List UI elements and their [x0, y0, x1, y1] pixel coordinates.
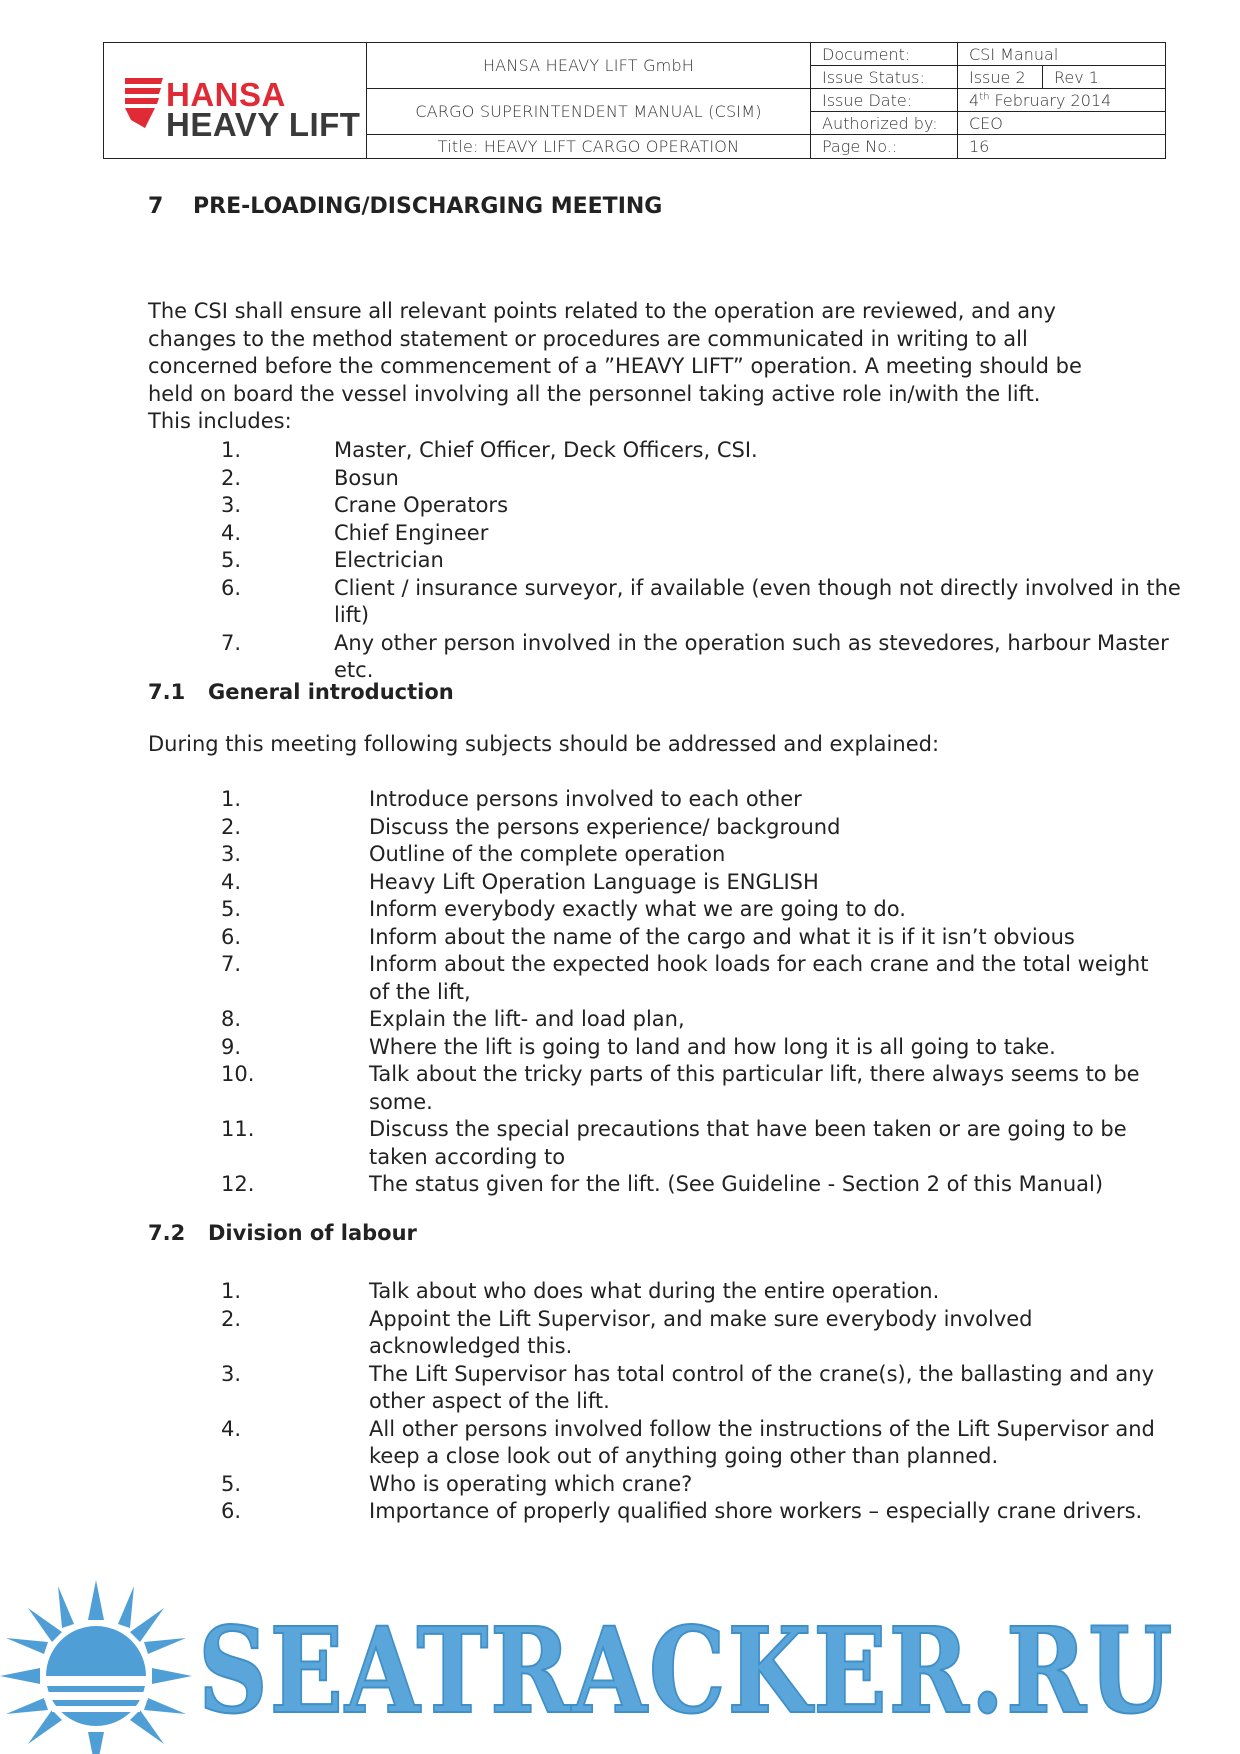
list-item	[221, 869, 1161, 897]
list-item	[221, 520, 1181, 548]
logo-mark-icon	[125, 76, 165, 128]
issue-date-value	[958, 89, 1166, 112]
list-item	[221, 465, 1181, 493]
list-item-number: 1.	[221, 438, 242, 462]
list-item-text: Where the lift is going to land and how long it is all going to take.	[369, 1034, 1056, 1059]
list-item-number: 3.	[221, 1361, 242, 1386]
list-item-text: Appoint the Lift Supervisor, and make sure everybody involved acknowledged this.	[369, 1306, 1033, 1358]
issue-date-suffix: th	[979, 91, 990, 103]
list-item-text: Inform about the expected hook loads for each crane and the total weight of the lift,	[369, 952, 1149, 1004]
list-item	[221, 575, 1181, 630]
document-title: Title: HEAVY LIFT CARGO OPERATION	[367, 135, 811, 159]
manual-name: CARGO SUPERINTENDENT MANUAL (CSIM)	[367, 89, 811, 135]
issue-status-label: Issue Status:	[811, 66, 958, 89]
list-item	[221, 1416, 1161, 1471]
watermark-text: SEATRACKER.RU	[198, 1601, 1174, 1740]
issue-date-day: 4	[969, 90, 980, 110]
section-title: Division of labour	[208, 1221, 417, 1245]
list-item-number: 3.	[221, 842, 242, 866]
list-item-number: 6.	[221, 575, 242, 600]
list-item-number: 10.	[221, 1062, 255, 1086]
document-value: CSI Manual	[958, 43, 1166, 66]
list-item	[221, 1361, 1161, 1416]
authorized-label: Authorized by:	[811, 112, 958, 135]
list-item-text: Discuss the persons experience/ background	[369, 814, 841, 839]
list-item-number: 2.	[221, 1306, 242, 1331]
logo-text-heavy-lift: HEAVY LIFT	[166, 105, 361, 143]
list-item-text: Introduce persons involved to each other	[369, 787, 802, 811]
list-item	[221, 1171, 1161, 1199]
list-item	[221, 630, 1181, 685]
company-logo	[104, 46, 366, 156]
section-number: 7.2	[148, 1221, 186, 1245]
page-value: 16	[958, 135, 1166, 159]
logo-text-hansa: HANSA	[166, 75, 286, 113]
list-item-number: 4.	[221, 1416, 242, 1441]
list-item-number: 4.	[221, 869, 242, 894]
list-item	[221, 1471, 1161, 1499]
list-item-number: 9.	[221, 1034, 242, 1059]
section-7-1-heading	[148, 680, 1108, 704]
list-item	[221, 841, 1161, 869]
list-item	[221, 1116, 1161, 1171]
section-7-heading	[148, 194, 1108, 219]
list-item	[221, 547, 1181, 575]
list-item-text: All other persons involved follow the instructions of the Lift Supervisor and keep a close look out of anything going other than planned.	[369, 1416, 1155, 1468]
list-item-number: 7.	[221, 630, 242, 655]
list-item	[221, 1498, 1161, 1526]
list-item-number: 2.	[221, 465, 242, 490]
list-item	[221, 1306, 1161, 1361]
list-item-number: 4.	[221, 520, 242, 545]
list-item-text: Importance of properly qualified shore workers – especially crane drivers.	[369, 1499, 1143, 1523]
sun-logo-icon	[0, 1580, 200, 1754]
list-item-text: Explain the lift- and load plan,	[369, 1007, 685, 1031]
list-item-number: 5.	[221, 548, 242, 572]
section-7-list	[221, 437, 1181, 685]
list-item	[221, 951, 1161, 1006]
logo-cell	[104, 43, 367, 159]
list-item	[221, 896, 1161, 924]
list-item-number: 3.	[221, 493, 242, 517]
list-item	[221, 1034, 1161, 1062]
list-item	[221, 814, 1161, 842]
issue-date-rest: February 2014	[989, 90, 1112, 110]
list-item-text: Master, Chief Officer, Deck Officers, CSI.	[334, 438, 758, 462]
list-item-number: 2.	[221, 814, 242, 839]
list-item-number: 6.	[221, 924, 242, 949]
list-item-text: Talk about who does what during the entire operation.	[369, 1279, 940, 1303]
list-item-number: 1.	[221, 1279, 242, 1303]
list-item-number: 12.	[221, 1172, 255, 1196]
issue-date-label: Issue Date:	[811, 89, 958, 112]
list-item	[221, 924, 1161, 952]
list-item	[221, 1278, 1161, 1306]
list-item-text: Client / insurance surveyor, if available (even though not directly involved in the lift)	[334, 575, 1181, 627]
section-7-1-list	[221, 786, 1161, 1199]
authorized-value: CEO	[958, 112, 1166, 135]
list-item-text: The Lift Supervisor has total control of the crane(s), the ballasting and any other aspect of the lift.	[369, 1361, 1155, 1413]
section-title: PRE-LOADING/DISCHARGING MEETING	[193, 194, 663, 219]
list-item-text: Inform about the name of the cargo and what it is if it isn’t obvious	[369, 924, 1075, 949]
list-item-text: Chief Engineer	[334, 520, 489, 545]
list-item-number: 1.	[221, 787, 242, 811]
list-item	[221, 1061, 1161, 1116]
list-item-number: 11.	[221, 1117, 255, 1141]
list-item-text: Any other person involved in the operation such as stevedores, harbour Master etc.	[334, 630, 1169, 682]
list-item	[221, 1006, 1161, 1034]
section-number: 7	[148, 194, 164, 219]
issue-value: Issue 2	[958, 66, 1043, 89]
company-name: HANSA HEAVY LIFT GmbH	[367, 43, 811, 89]
list-item-text: Heavy Lift Operation Language is ENGLISH	[369, 869, 819, 894]
section-7-2-heading	[148, 1221, 1108, 1245]
list-item	[221, 492, 1181, 520]
list-item-text: The status given for the lift. (See Guideline - Section 2 of this Manual)	[369, 1172, 1104, 1196]
list-item-number: 7.	[221, 952, 242, 976]
list-item-text: Discuss the special precautions that have been taken or are going to be taken according to	[369, 1117, 1127, 1169]
rev-value: Rev 1	[1043, 66, 1166, 89]
list-item-number: 5.	[221, 897, 242, 921]
document-label: Document:	[811, 43, 958, 66]
section-number: 7.1	[148, 680, 186, 704]
page-label: Page No.:	[811, 135, 958, 159]
list-item-text: Talk about the tricky parts of this particular lift, there always seems to be some.	[369, 1062, 1140, 1114]
section-7-1-intro: During this meeting following subjects should be addressed and explained:	[148, 732, 940, 756]
list-item-text: Bosun	[334, 465, 399, 490]
list-item-text: Outline of the complete operation	[369, 842, 726, 866]
list-item-text: Crane Operators	[334, 493, 509, 517]
list-item	[221, 437, 1181, 465]
section-7-2-list	[221, 1278, 1161, 1526]
list-item-number: 6.	[221, 1499, 242, 1523]
section-7-paragraph: The CSI shall ensure all relevant points related to the operation are reviewed, and any changes to the method statement or procedures are communicated in writing to all concerned before the commencement of a ”HEAVY LIFT” operation. A meeting should be held on board the vessel involving all the personnel taking active role in/with the lift. This includes:	[148, 299, 1082, 433]
list-item-text: Who is operating which crane?	[369, 1471, 693, 1496]
document-header	[103, 42, 1166, 159]
list-item	[221, 786, 1161, 814]
list-item-text: Electrician	[334, 548, 444, 572]
list-item-number: 5.	[221, 1471, 242, 1496]
list-item-number: 8.	[221, 1007, 242, 1031]
list-item-text: Inform everybody exactly what we are going to do.	[369, 897, 906, 921]
section-title: General introduction	[208, 680, 454, 704]
